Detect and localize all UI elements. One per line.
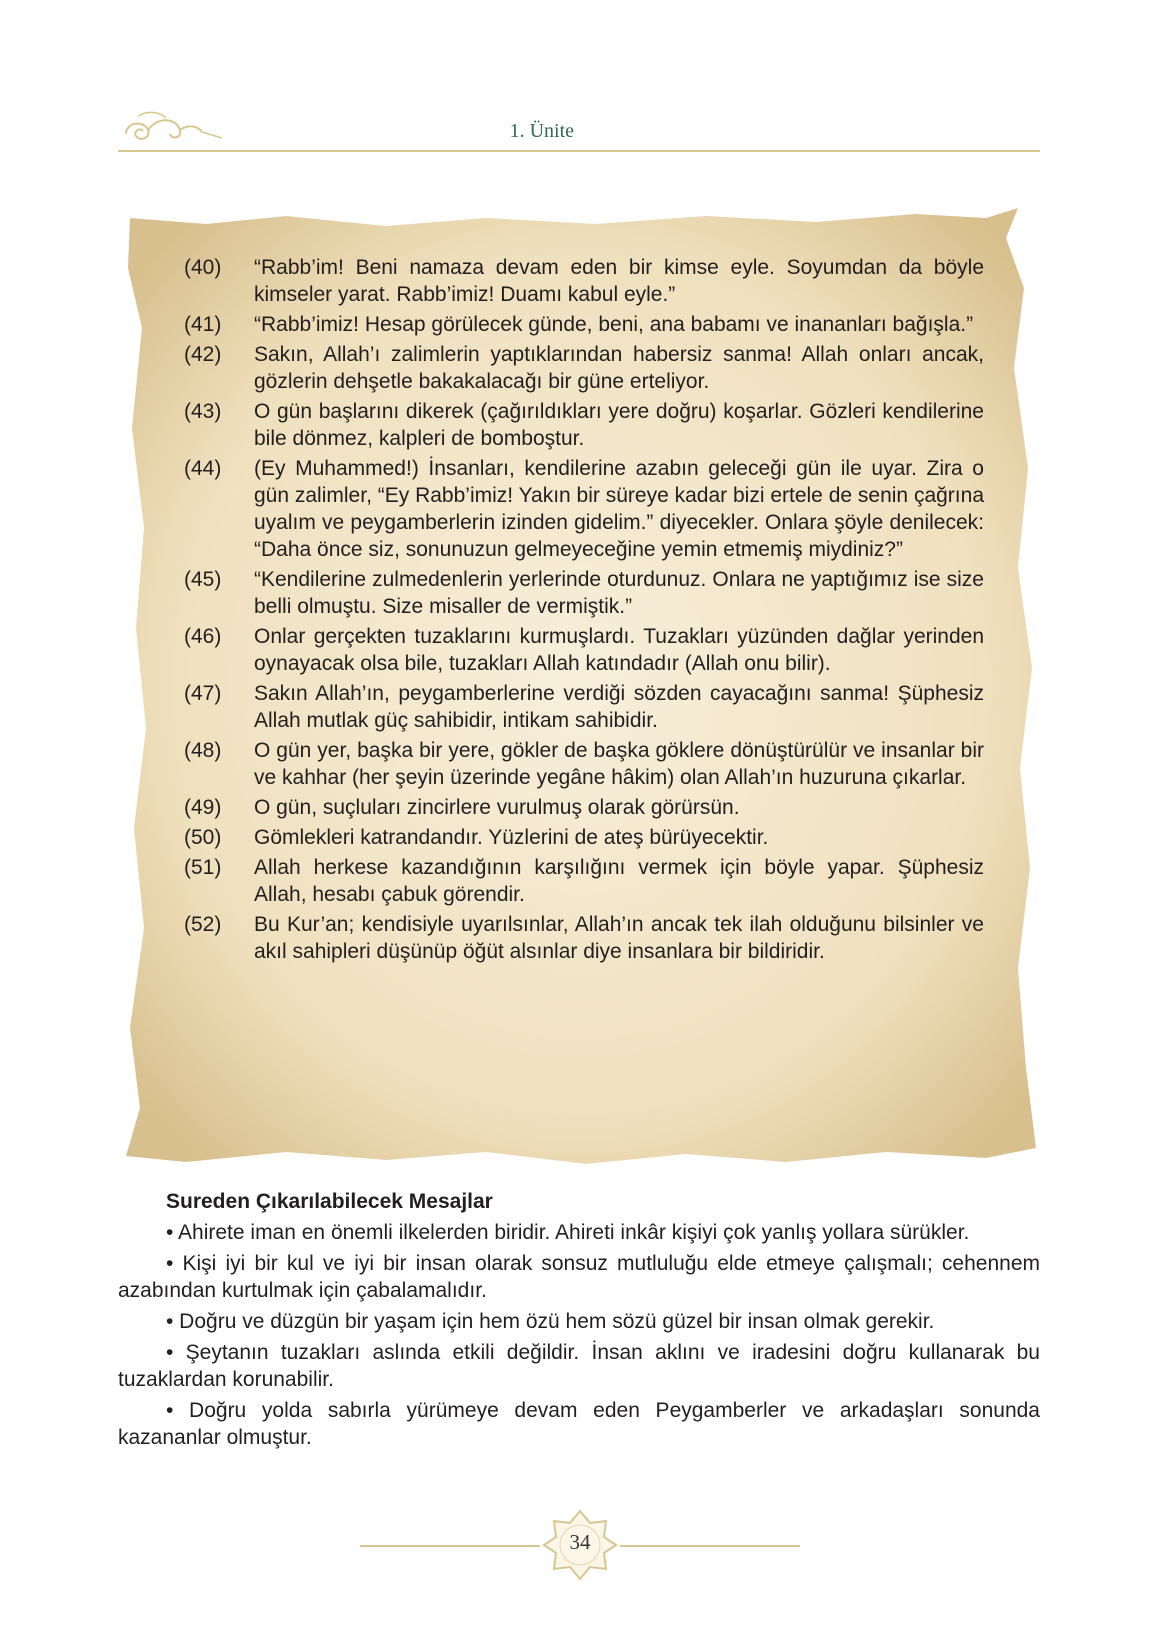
message-item: • Kişi iyi bir kul ve iyi bir insan olarak sonsuz mutluluğu elde etmeye çalışmalı; cehennem azabından kurtulmak için çabalamalıdır.	[118, 1252, 1040, 1302]
footer-divider-right	[620, 1545, 800, 1547]
verse-text: Bu Kur’an; kendisiyle uyarılsınlar, Allah’ın ancak tek ilah olduğunu bilsinler ve akıl sahipleri düşünüp öğüt alsınlar diye insanlara bir bildiridir.	[254, 913, 984, 963]
verse-item	[184, 680, 984, 734]
verse-number: (45)	[184, 568, 222, 591]
verse-text: O gün başlarını dikerek (çağırıldıkları yere doğru) koşarlar. Gözleri kendilerine bile dönmez, kalpleri de bomboştur.	[254, 400, 984, 450]
verse-item	[184, 854, 984, 908]
verse-number: (48)	[184, 739, 222, 762]
verse-text: (Ey Muhammed!) İnsanları, kendilerine azabın geleceği gün ile uyar. Zira o gün zalimler, “Ey Rabb’imiz! Yakın bir süreye kadar bizi ertele de senin çağrına uyalım ve peygamberlerin izinden gidelim.” diyecekler. Onlara şöyle denilecek: “Daha önce siz, sonunuzun gelmeyeceğine yemin etmemiş miydiniz?”	[254, 457, 984, 561]
verse-item	[184, 566, 984, 620]
verse-number: (49)	[184, 796, 222, 819]
header-divider	[118, 150, 1040, 152]
verse-number: (44)	[184, 457, 222, 480]
verse-number: (40)	[184, 256, 222, 279]
verse-text: Allah herkese kazandığının karşılığını vermek için böyle yapar. Şüphesiz Allah, hesabı çabuk görendir.	[254, 856, 984, 906]
unit-title: 1. Ünite	[509, 120, 574, 142]
verse-text: “Rabb’imiz! Hesap görülecek günde, beni, ana babamı ve inananları bağışla.”	[254, 313, 974, 336]
verse-item	[184, 254, 984, 308]
verse-text: O gün yer, başka bir yere, gökler de başka göklere dönüştürülür ve insanlar bir ve kahhar (her şeyin üzerinde yegâne hâkim) olan Allah’ın huzuruna çıkarlar.	[254, 739, 984, 789]
verse-number: (50)	[184, 826, 222, 849]
verse-text: Gömlekleri katrandandır. Yüzlerini de ateş bürüyecektir.	[254, 826, 769, 849]
verse-item	[184, 341, 984, 395]
verse-item	[184, 824, 984, 851]
message-item: • Şeytanın tuzakları aslında etkili değildir. İnsan aklını ve iradesini doğru kullanarak bu tuzaklardan korunabilir.	[118, 1341, 1040, 1391]
messages-title: Sureden Çıkarılabilecek Mesajlar	[166, 1190, 493, 1213]
verse-text: Sakın Allah’ın, peygamberlerine verdiği sözden cayacağını sanma! Şüphesiz Allah mutlak güç sahibidir, intikam sahibidir.	[254, 682, 984, 732]
messages-section	[118, 1188, 1040, 1455]
header-ornament-icon	[118, 108, 228, 152]
verses-list	[184, 254, 984, 968]
verse-text: “Kendilerine zulmedenlerin yerlerinde oturdunuz. Onlara ne yaptığımız ise size belli olmuştu. Size misaller de vermiştik.”	[254, 568, 984, 618]
verse-number: (41)	[184, 313, 222, 336]
verse-text: “Rabb’im! Beni namaza devam eden bir kimse eyle. Soyumdan da böyle kimseler yarat. Rabb’imiz! Duamı kabul eyle.”	[254, 256, 984, 306]
verse-number: (42)	[184, 343, 222, 366]
message-item: • Doğru ve düzgün bir yaşam için hem özü hem sözü güzel bir insan olmak gerekir.	[166, 1310, 935, 1333]
verse-text: Onlar gerçekten tuzaklarını kurmuşlardı. Tuzakları yüzünden dağlar yerinden oynayacak olsa bile, tuzakları Allah katındadır (Allah onu bilir).	[254, 625, 984, 675]
verse-number: (52)	[184, 913, 222, 936]
verse-item	[184, 794, 984, 821]
verse-number: (47)	[184, 682, 222, 705]
verse-text: O gün, suçluları zincirlere vurulmuş olarak görürsün.	[254, 796, 740, 819]
verse-item	[184, 623, 984, 677]
verse-item	[184, 455, 984, 563]
verses-parchment	[126, 208, 1040, 1170]
footer-divider-left	[360, 1545, 540, 1547]
verse-item	[184, 398, 984, 452]
verse-item	[184, 911, 984, 965]
verse-item	[184, 311, 984, 338]
page-number: 34	[569, 1530, 591, 1554]
verse-item	[184, 737, 984, 791]
verse-number: (51)	[184, 856, 222, 879]
message-item: • Ahirete iman en önemli ilkelerden biridir. Ahireti inkâr kişiyi çok yanlış yollara sürükler.	[166, 1221, 970, 1244]
verse-number: (43)	[184, 400, 222, 423]
message-item: • Doğru yolda sabırla yürümeye devam eden Peygamberler ve arkadaşları sonunda kazananlar olmuştur.	[118, 1399, 1040, 1449]
verse-text: Sakın, Allah’ı zalimlerin yaptıklarından habersiz sanma! Allah onları ancak, gözlerin dehşetle bakakalacağı bir güne erteliyor.	[254, 343, 984, 393]
verse-number: (46)	[184, 625, 222, 648]
